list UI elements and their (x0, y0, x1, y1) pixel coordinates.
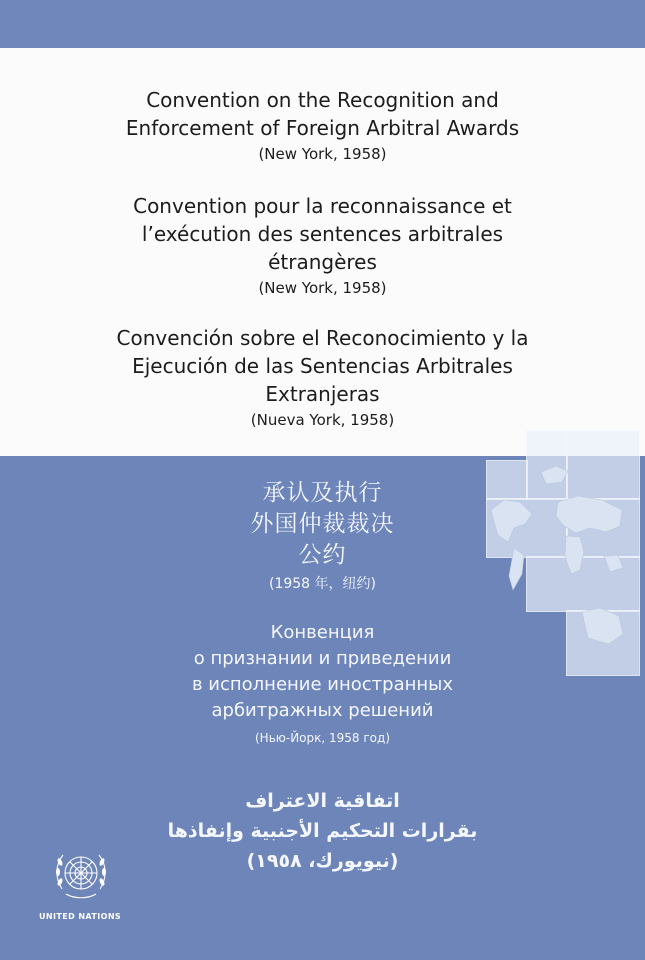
chinese-title-block (0, 478, 645, 594)
russian-title-line-4: арбитражных решений (211, 700, 434, 721)
russian-date: (Нью-Йорк, 1958 год) (255, 731, 390, 745)
top-blue-band (0, 0, 645, 48)
french-title-line-3: étrangères (268, 250, 377, 274)
chinese-title-line-1: 承认及执行 (262, 480, 383, 506)
french-title-line-1: Convention pour la reconnaissance et (133, 194, 512, 218)
arabic-title-line-1: اتفاقية الاعتراف (245, 790, 400, 812)
russian-title-line-3: в исполнение иностранных (191, 674, 454, 695)
english-title-block (0, 86, 645, 166)
publisher-name: UNITED NATIONS (39, 912, 122, 921)
arabic-title-line-2: بقرارات التحكيم الأجنبية وإنفاذها (167, 820, 478, 842)
russian-title-line-1: Конвенция (270, 622, 375, 643)
spanish-title-line-3: Extranjeras (265, 382, 380, 406)
english-date: (New York, 1958) (258, 145, 387, 163)
spanish-title-line-2: Ejecución de las Sentencias Arbitrales (132, 354, 513, 378)
english-title-line-1: Convention on the Recognition and (146, 88, 499, 112)
spanish-title-line-1: Convención sobre el Reconocimiento y la (116, 326, 529, 350)
french-title-line-2: l’exécution des sentences arbitrales (141, 222, 504, 246)
un-emblem-icon (50, 844, 112, 906)
spanish-title-block (0, 324, 645, 432)
french-title-block (0, 192, 645, 300)
french-date: (New York, 1958) (258, 279, 387, 297)
arabic-title-line-3: (نيويورك، ١٩٥٨) (246, 850, 399, 872)
chinese-title-line-2: 外国仲裁裁决 (250, 511, 395, 537)
spanish-date: (Nueva York, 1958) (250, 411, 395, 429)
english-title-line-2: Enforcement of Foreign Arbitral Awards (125, 116, 520, 140)
russian-title-block (0, 620, 645, 747)
chinese-date: (1958 年，纽约) (268, 576, 376, 592)
russian-title-line-2: о признании и приведении (193, 648, 452, 669)
chinese-title-line-3: 公约 (298, 542, 347, 568)
